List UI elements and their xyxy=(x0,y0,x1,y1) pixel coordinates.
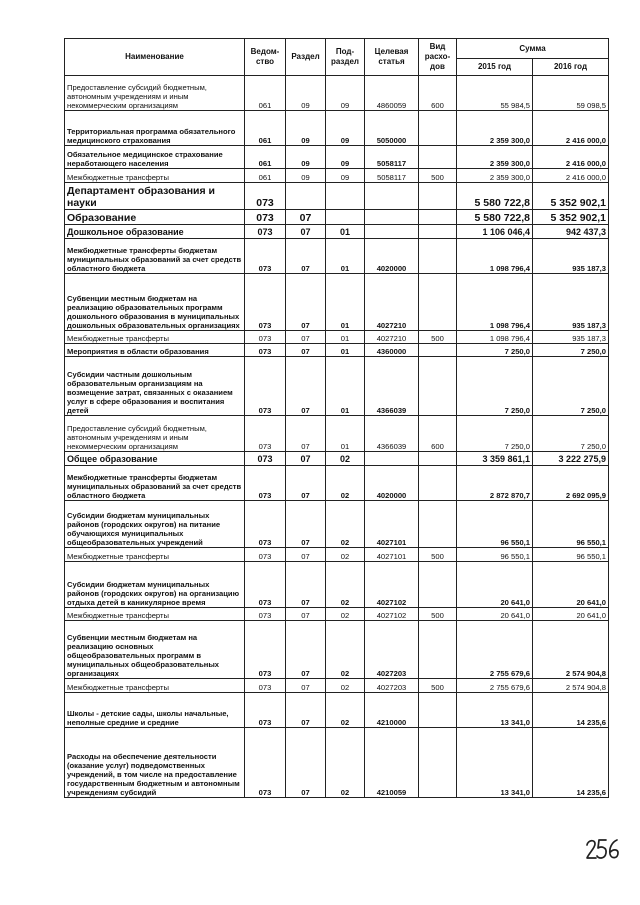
row-section: 07 xyxy=(286,210,326,225)
row-subsection: 01 xyxy=(326,239,365,274)
row-sum-2016: 59 098,5 xyxy=(533,76,609,111)
row-department: 073 xyxy=(245,357,286,416)
row-expense-type xyxy=(419,225,457,239)
header-expense-type: Вид расхо-дов xyxy=(419,39,457,76)
row-department: 073 xyxy=(245,452,286,466)
row-subsection: 09 xyxy=(326,146,365,169)
row-subsection: 02 xyxy=(326,452,365,466)
row-subsection: 01 xyxy=(326,357,365,416)
row-section xyxy=(286,183,326,210)
row-department: 073 xyxy=(245,210,286,225)
row-target xyxy=(365,183,419,210)
row-department: 073 xyxy=(245,183,286,210)
row-sum-2015: 7 250,0 xyxy=(457,357,533,416)
row-sum-2016: 935 187,3 xyxy=(533,274,609,331)
row-subsection: 02 xyxy=(326,548,365,562)
row-sum-2015: 7 250,0 xyxy=(457,416,533,452)
row-sum-2016: 7 250,0 xyxy=(533,344,609,357)
row-subsection: 02 xyxy=(326,466,365,501)
row-department: 073 xyxy=(245,239,286,274)
row-section: 09 xyxy=(286,146,326,169)
row-subsection: 02 xyxy=(326,501,365,548)
row-expense-type: 500 xyxy=(419,331,457,344)
budget-table xyxy=(64,38,609,798)
row-department: 073 xyxy=(245,274,286,331)
row-department: 073 xyxy=(245,679,286,693)
table-row xyxy=(65,239,609,274)
table-row xyxy=(65,416,609,452)
row-department: 073 xyxy=(245,693,286,728)
table-row xyxy=(65,466,609,501)
row-sum-2015: 5 580 722,8 xyxy=(457,210,533,225)
row-target: 4020000 xyxy=(365,239,419,274)
row-name: Территориальная программа обязательного медицинского страхования xyxy=(65,111,245,146)
row-target: 4366039 xyxy=(365,416,419,452)
table-row xyxy=(65,210,609,225)
table-row xyxy=(65,452,609,466)
row-department: 073 xyxy=(245,621,286,679)
header-department: Ведом-ство xyxy=(245,39,286,76)
table-row xyxy=(65,76,609,111)
row-department: 073 xyxy=(245,728,286,798)
row-sum-2015: 3 359 861,1 xyxy=(457,452,533,466)
row-sum-2016: 935 187,3 xyxy=(533,331,609,344)
row-sum-2015: 5 580 722,8 xyxy=(457,183,533,210)
row-section: 07 xyxy=(286,357,326,416)
row-subsection: 01 xyxy=(326,274,365,331)
row-target xyxy=(365,210,419,225)
row-name: Мероприятия в области образования xyxy=(65,344,245,357)
row-section: 07 xyxy=(286,466,326,501)
row-subsection: 01 xyxy=(326,331,365,344)
row-sum-2015: 13 341,0 xyxy=(457,693,533,728)
header-subsection: Под-раздел xyxy=(326,39,365,76)
row-expense-type xyxy=(419,111,457,146)
row-name: Субсидии бюджетам муниципальных районов (городских округов) на организацию отдыха детей в каникулярное время xyxy=(65,562,245,608)
row-name: Обязательное медицинское страхование неработающего населения xyxy=(65,146,245,169)
row-section: 07 xyxy=(286,501,326,548)
row-expense-type xyxy=(419,728,457,798)
row-target: 4027101 xyxy=(365,548,419,562)
row-target: 4027102 xyxy=(365,608,419,621)
row-expense-type xyxy=(419,357,457,416)
row-subsection: 09 xyxy=(326,76,365,111)
table-row xyxy=(65,344,609,357)
row-sum-2015: 55 984,5 xyxy=(457,76,533,111)
row-section: 07 xyxy=(286,548,326,562)
table-row xyxy=(65,548,609,562)
row-section: 07 xyxy=(286,274,326,331)
header-row-top xyxy=(65,39,609,59)
row-department: 073 xyxy=(245,331,286,344)
row-sum-2015: 1 098 796,4 xyxy=(457,239,533,274)
row-subsection: 09 xyxy=(326,169,365,183)
row-target: 5050000 xyxy=(365,111,419,146)
row-department: 073 xyxy=(245,466,286,501)
row-sum-2015: 2 755 679,6 xyxy=(457,679,533,693)
row-section: 07 xyxy=(286,562,326,608)
row-department: 061 xyxy=(245,111,286,146)
row-target: 4210000 xyxy=(365,693,419,728)
header-year-2015: 2015 год xyxy=(457,59,533,76)
row-expense-type xyxy=(419,239,457,274)
table-body xyxy=(65,76,609,798)
table-row xyxy=(65,562,609,608)
table-row xyxy=(65,146,609,169)
row-expense-type xyxy=(419,452,457,466)
row-sum-2016: 14 235,6 xyxy=(533,728,609,798)
row-sum-2015: 1 106 046,4 xyxy=(457,225,533,239)
row-subsection: 01 xyxy=(326,225,365,239)
row-expense-type xyxy=(419,562,457,608)
row-expense-type xyxy=(419,146,457,169)
row-name: Межбюджетные трансферты xyxy=(65,679,245,693)
row-sum-2015: 2 359 300,0 xyxy=(457,169,533,183)
row-department: 061 xyxy=(245,76,286,111)
row-sum-2016: 942 437,3 xyxy=(533,225,609,239)
row-target: 4210059 xyxy=(365,728,419,798)
row-sum-2016: 2 416 000,0 xyxy=(533,169,609,183)
row-expense-type xyxy=(419,501,457,548)
row-name: Субвенции местным бюджетам на реализацию образовательных программ дошкольного образования в муниципальных дошкольных образовательных организациях xyxy=(65,274,245,331)
row-expense-type xyxy=(419,210,457,225)
row-name: Субсидии бюджетам муниципальных районов (городских округов) на питание обучающихся муниципальных общеобразовательных учреждений xyxy=(65,501,245,548)
row-name: Межбюджетные трансферты бюджетам муниципальных образований за счет средств областного бюджета xyxy=(65,239,245,274)
table-row xyxy=(65,183,609,210)
row-target: 4027210 xyxy=(365,331,419,344)
row-sum-2015: 1 098 796,4 xyxy=(457,274,533,331)
row-sum-2016: 20 641,0 xyxy=(533,562,609,608)
row-sum-2016: 2 574 904,8 xyxy=(533,621,609,679)
row-department: 061 xyxy=(245,169,286,183)
table-row xyxy=(65,225,609,239)
row-name: Дошкольное образование xyxy=(65,225,245,239)
row-sum-2015: 20 641,0 xyxy=(457,562,533,608)
row-name: Межбюджетные трансферты xyxy=(65,169,245,183)
table-row xyxy=(65,501,609,548)
row-department: 073 xyxy=(245,416,286,452)
row-sum-2016: 96 550,1 xyxy=(533,501,609,548)
row-expense-type: 500 xyxy=(419,548,457,562)
row-sum-2015: 7 250,0 xyxy=(457,344,533,357)
row-expense-type: 600 xyxy=(419,76,457,111)
row-subsection: 02 xyxy=(326,562,365,608)
row-section: 07 xyxy=(286,344,326,357)
row-target xyxy=(365,452,419,466)
table-row xyxy=(65,111,609,146)
row-name: Межбюджетные трансферты xyxy=(65,548,245,562)
row-expense-type: 500 xyxy=(419,169,457,183)
row-subsection: 02 xyxy=(326,608,365,621)
row-sum-2016: 14 235,6 xyxy=(533,693,609,728)
row-expense-type: 500 xyxy=(419,679,457,693)
row-section: 07 xyxy=(286,416,326,452)
row-section: 07 xyxy=(286,679,326,693)
row-name: Межбюджетные трансферты xyxy=(65,608,245,621)
row-target: 5058117 xyxy=(365,146,419,169)
table-row xyxy=(65,679,609,693)
table-row xyxy=(65,608,609,621)
row-sum-2015: 96 550,1 xyxy=(457,548,533,562)
row-sum-2016: 7 250,0 xyxy=(533,357,609,416)
row-expense-type xyxy=(419,183,457,210)
row-expense-type: 600 xyxy=(419,416,457,452)
row-sum-2016: 2 416 000,0 xyxy=(533,146,609,169)
row-sum-2015: 2 359 300,0 xyxy=(457,146,533,169)
header-sum: Сумма xyxy=(457,39,609,59)
row-department: 073 xyxy=(245,608,286,621)
table-row xyxy=(65,331,609,344)
row-target: 4366039 xyxy=(365,357,419,416)
row-department: 061 xyxy=(245,146,286,169)
row-target: 4027203 xyxy=(365,621,419,679)
header-name: Наименование xyxy=(65,39,245,76)
row-sum-2015: 20 641,0 xyxy=(457,608,533,621)
row-sum-2015: 13 341,0 xyxy=(457,728,533,798)
row-name: Субвенции местным бюджетам на реализацию основных общеобразовательных программ в муниципальных общеобразовательных организациях xyxy=(65,621,245,679)
row-sum-2016: 5 352 902,1 xyxy=(533,210,609,225)
row-subsection: 09 xyxy=(326,111,365,146)
row-subsection: 01 xyxy=(326,344,365,357)
row-target: 4860059 xyxy=(365,76,419,111)
row-department: 073 xyxy=(245,344,286,357)
row-target: 4027101 xyxy=(365,501,419,548)
row-name: Предоставление субсидий бюджетным, автономным учреждениям и иным некоммерческим организациям xyxy=(65,76,245,111)
row-section: 07 xyxy=(286,728,326,798)
row-name: Межбюджетные трансферты xyxy=(65,331,245,344)
row-subsection: 02 xyxy=(326,679,365,693)
row-expense-type xyxy=(419,466,457,501)
row-section: 07 xyxy=(286,225,326,239)
row-name: Межбюджетные трансферты бюджетам муниципальных образований за счет средств областного бюджета xyxy=(65,466,245,501)
row-subsection: 02 xyxy=(326,728,365,798)
header-section: Раздел xyxy=(286,39,326,76)
row-section: 09 xyxy=(286,111,326,146)
row-sum-2016: 3 222 275,9 xyxy=(533,452,609,466)
row-sum-2015: 2 359 300,0 xyxy=(457,111,533,146)
row-department: 073 xyxy=(245,548,286,562)
row-section: 07 xyxy=(286,608,326,621)
row-name: Субсидии частным дошкольным образовательным организациям на возмещение затрат, связанных с оказанием услуг в сфере образования и воспитания детей xyxy=(65,357,245,416)
row-subsection: 02 xyxy=(326,621,365,679)
table-row xyxy=(65,169,609,183)
row-name: Департамент образования и науки xyxy=(65,183,245,210)
row-target: 4020000 xyxy=(365,466,419,501)
row-department: 073 xyxy=(245,562,286,608)
row-department: 073 xyxy=(245,225,286,239)
row-section: 09 xyxy=(286,76,326,111)
row-subsection xyxy=(326,183,365,210)
row-section: 07 xyxy=(286,621,326,679)
row-subsection: 01 xyxy=(326,416,365,452)
row-section: 07 xyxy=(286,239,326,274)
row-target: 5058117 xyxy=(365,169,419,183)
table-row xyxy=(65,621,609,679)
table-row xyxy=(65,357,609,416)
row-target xyxy=(365,225,419,239)
row-expense-type xyxy=(419,274,457,331)
row-section: 09 xyxy=(286,169,326,183)
row-expense-type xyxy=(419,344,457,357)
row-expense-type xyxy=(419,693,457,728)
row-sum-2016: 20 641,0 xyxy=(533,608,609,621)
row-sum-2015: 1 098 796,4 xyxy=(457,331,533,344)
header-target: Целевая статья xyxy=(365,39,419,76)
row-sum-2015: 2 755 679,6 xyxy=(457,621,533,679)
row-sum-2016: 2 416 000,0 xyxy=(533,111,609,146)
row-section: 07 xyxy=(286,331,326,344)
row-expense-type xyxy=(419,621,457,679)
handwritten-page-number xyxy=(585,838,621,862)
row-name: Школы - детские сады, школы начальные, неполные средние и средние xyxy=(65,693,245,728)
row-sum-2016: 7 250,0 xyxy=(533,416,609,452)
row-name: Общее образование xyxy=(65,452,245,466)
table-row xyxy=(65,274,609,331)
row-target: 4027102 xyxy=(365,562,419,608)
row-subsection xyxy=(326,210,365,225)
row-expense-type: 500 xyxy=(419,608,457,621)
row-sum-2015: 2 872 870,7 xyxy=(457,466,533,501)
table-row xyxy=(65,728,609,798)
row-name: Образование xyxy=(65,210,245,225)
row-name: Предоставление субсидий бюджетным, автономным учреждениям и иным некоммерческим организациям xyxy=(65,416,245,452)
row-department: 073 xyxy=(245,501,286,548)
row-sum-2016: 2 692 095,9 xyxy=(533,466,609,501)
header-year-2016: 2016 год xyxy=(533,59,609,76)
row-sum-2016: 5 352 902,1 xyxy=(533,183,609,210)
row-sum-2016: 2 574 904,8 xyxy=(533,679,609,693)
row-target: 4360000 xyxy=(365,344,419,357)
row-target: 4027210 xyxy=(365,274,419,331)
row-section: 07 xyxy=(286,693,326,728)
row-sum-2016: 96 550,1 xyxy=(533,548,609,562)
row-section: 07 xyxy=(286,452,326,466)
row-target: 4027203 xyxy=(365,679,419,693)
table-row xyxy=(65,693,609,728)
row-name: Расходы на обеспечение деятельности (оказание услуг) подведомственных учреждений, в том числе на предоставление государственным бюджетным и автономным учреждениям субсидий xyxy=(65,728,245,798)
row-sum-2016: 935 187,3 xyxy=(533,239,609,274)
row-sum-2015: 96 550,1 xyxy=(457,501,533,548)
row-subsection: 02 xyxy=(326,693,365,728)
